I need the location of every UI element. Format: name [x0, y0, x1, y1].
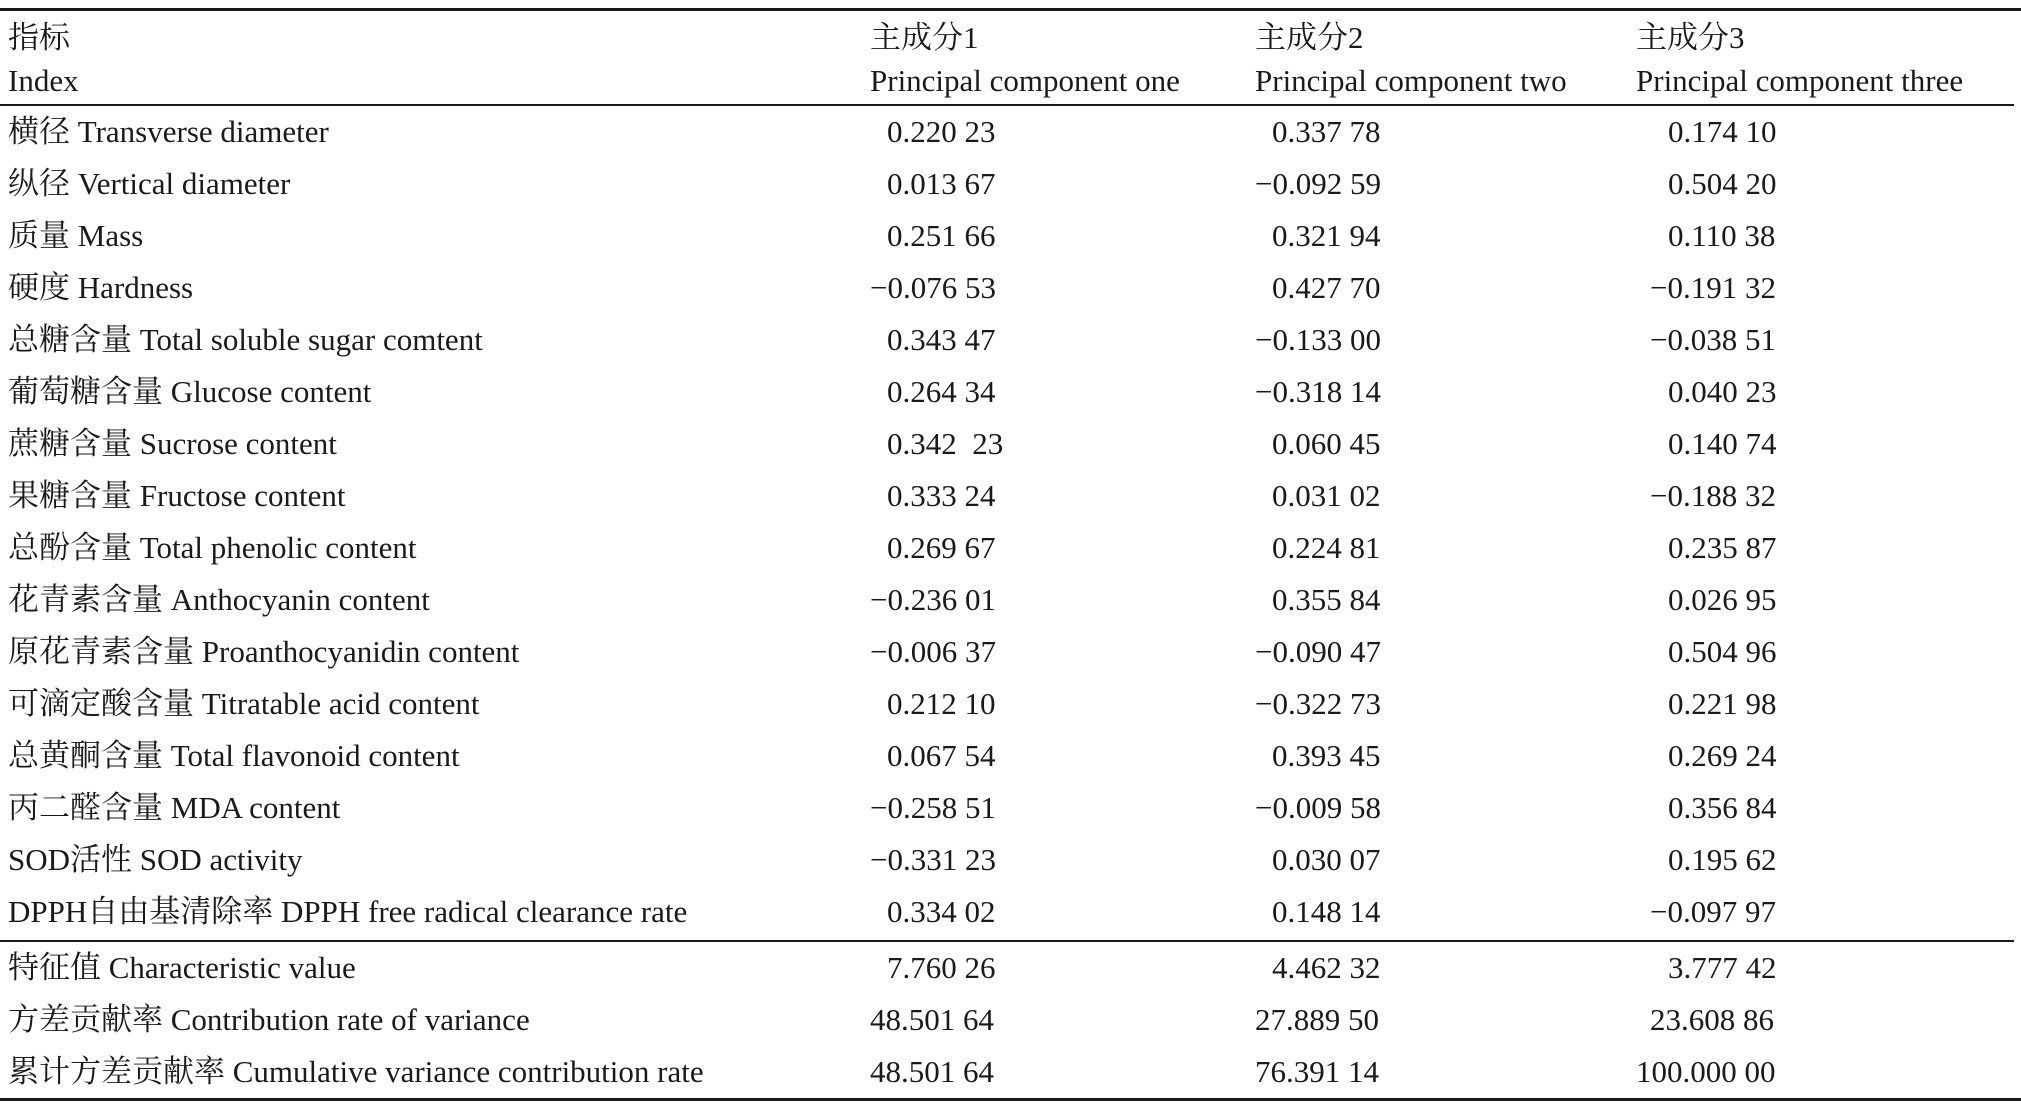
pc1-value: −0.236 01: [870, 582, 996, 617]
pc1-value: 0.220 23: [887, 114, 996, 149]
pc1-value: 48.501 64: [870, 1054, 994, 1089]
row-label: 纵径 Vertical diameter: [8, 166, 291, 201]
header-pc1: [870, 16, 1180, 102]
header-pc3-en: Principal component three: [1636, 63, 1964, 98]
pc3-value: 0.221 98: [1668, 686, 1777, 721]
table-row: [0, 106, 2021, 158]
row-label: 总黄酮含量 Total flavonoid content: [8, 738, 460, 773]
row-label: 横径 Transverse diameter: [8, 114, 329, 149]
pc3-value: 0.235 87: [1668, 530, 1777, 565]
summary-row: [0, 994, 2021, 1046]
header-pc2-zh: 主成分2: [1255, 20, 1364, 55]
header-pc2: [1255, 16, 1567, 102]
pc1-value: 7.760 26: [887, 950, 996, 985]
header-pc1-en: Principal component one: [870, 63, 1180, 98]
pc1-value: 0.343 47: [887, 322, 996, 357]
pc2-value: 76.391 14: [1255, 1054, 1379, 1089]
table-row: [0, 574, 2021, 626]
pc3-value: 0.356 84: [1668, 790, 1777, 825]
pc3-value: 0.174 10: [1668, 114, 1777, 149]
pc3-value: 0.504 20: [1668, 166, 1777, 201]
pc3-value: 0.195 62: [1668, 842, 1777, 877]
pc3-value: −0.191 32: [1650, 270, 1776, 305]
pc1-value: 0.264 34: [887, 374, 996, 409]
pc2-value: −0.092 59: [1255, 166, 1381, 201]
pc1-value: −0.076 53: [870, 270, 996, 305]
row-label: 质量 Mass: [8, 218, 144, 253]
top-rule: [0, 8, 2021, 11]
table-header: [0, 16, 2021, 104]
row-label: 果糖含量 Fructose content: [8, 478, 346, 513]
pc2-value: 0.224 81: [1272, 530, 1381, 565]
pc2-value: 4.462 32: [1272, 950, 1381, 985]
pc2-value: 0.337 78: [1272, 114, 1381, 149]
pc2-value: −0.318 14: [1255, 374, 1381, 409]
row-label: DPPH自由基清除率 DPPH free radical clearance rate: [8, 894, 688, 929]
pc3-value: 0.040 23: [1668, 374, 1777, 409]
table-row: [0, 418, 2021, 470]
pc3-value: 0.504 96: [1668, 634, 1777, 669]
pc3-value: 0.140 74: [1668, 426, 1777, 461]
pc1-value: 0.251 66: [887, 218, 996, 253]
pc3-value: 0.026 95: [1668, 582, 1777, 617]
pc2-value: 0.321 94: [1272, 218, 1381, 253]
table-row: [0, 522, 2021, 574]
pc2-value: 0.355 84: [1272, 582, 1381, 617]
row-label: 花青素含量 Anthocyanin content: [8, 582, 430, 617]
pc3-value: 0.269 24: [1668, 738, 1777, 773]
header-index-zh: 指标: [8, 20, 70, 55]
row-label: 原花青素含量 Proanthocyanidin content: [8, 634, 520, 669]
pc1-value: 0.342 23: [887, 426, 1004, 461]
row-label: 硬度 Hardness: [8, 270, 194, 305]
summary-row: [0, 1046, 2021, 1098]
header-pc3: [1636, 16, 1963, 102]
header-pc1-zh: 主成分1: [870, 20, 979, 55]
row-label: 特征值 Characteristic value: [8, 950, 356, 985]
header-index: [8, 16, 79, 102]
row-label: SOD活性 SOD activity: [8, 842, 303, 877]
table-row: [0, 366, 2021, 418]
header-pc3-zh: 主成分3: [1636, 20, 1745, 55]
row-label: 总酚含量 Total phenolic content: [8, 530, 417, 565]
pc2-value: −0.009 58: [1255, 790, 1381, 825]
row-label: 方差贡献率 Contribution rate of variance: [8, 1002, 530, 1037]
header-index-en: Index: [8, 63, 79, 98]
pc1-value: 0.013 67: [887, 166, 996, 201]
bottom-rule: [0, 1098, 2021, 1101]
pc2-value: −0.133 00: [1255, 322, 1381, 357]
pc3-value: 3.777 42: [1668, 950, 1777, 985]
pc1-value: 0.212 10: [887, 686, 996, 721]
pc3-value: −0.188 32: [1650, 478, 1776, 513]
table-row: [0, 886, 2021, 938]
pc2-value: −0.322 73: [1255, 686, 1381, 721]
table-row: [0, 158, 2021, 210]
pc1-value: 0.269 67: [887, 530, 996, 565]
pc3-value: −0.097 97: [1650, 894, 1776, 929]
table-row: [0, 782, 2021, 834]
row-label: 累计方差贡献率 Cumulative variance contribution rate: [8, 1054, 704, 1089]
row-label: 可滴定酸含量 Titratable acid content: [8, 686, 480, 721]
row-label: 丙二醛含量 MDA content: [8, 790, 341, 825]
pc3-value: 100.000 00: [1636, 1054, 1776, 1089]
pc2-value: 0.031 02: [1272, 478, 1381, 513]
table-row: [0, 210, 2021, 262]
pc1-value: −0.006 37: [870, 634, 996, 669]
pc1-value: −0.331 23: [870, 842, 996, 877]
pc3-value: −0.038 51: [1650, 322, 1776, 357]
table-row: [0, 678, 2021, 730]
pc3-value: 0.110 38: [1668, 218, 1776, 253]
table-row: [0, 730, 2021, 782]
pc1-value: 0.334 02: [887, 894, 996, 929]
pc1-value: 48.501 64: [870, 1002, 994, 1037]
table-row: [0, 470, 2021, 522]
pc3-value: 23.608 86: [1650, 1002, 1774, 1037]
header-pc2-en: Principal component two: [1255, 63, 1567, 98]
pc2-value: 0.030 07: [1272, 842, 1381, 877]
pc1-value: 0.333 24: [887, 478, 996, 513]
pc1-value: 0.067 54: [887, 738, 996, 773]
summary-row: [0, 942, 2021, 994]
table-row: [0, 834, 2021, 886]
table-row: [0, 262, 2021, 314]
pc2-value: −0.090 47: [1255, 634, 1381, 669]
row-label: 葡萄糖含量 Glucose content: [8, 374, 372, 409]
table-row: [0, 314, 2021, 366]
pc1-value: −0.258 51: [870, 790, 996, 825]
row-label: 蔗糖含量 Sucrose content: [8, 426, 337, 461]
row-label: 总糖含量 Total soluble sugar comtent: [8, 322, 483, 357]
table-row: [0, 626, 2021, 678]
pc2-value: 0.427 70: [1272, 270, 1381, 305]
pc2-value: 27.889 50: [1255, 1002, 1379, 1037]
pc2-value: 0.393 45: [1272, 738, 1381, 773]
pc2-value: 0.060 45: [1272, 426, 1381, 461]
pc2-value: 0.148 14: [1272, 894, 1381, 929]
